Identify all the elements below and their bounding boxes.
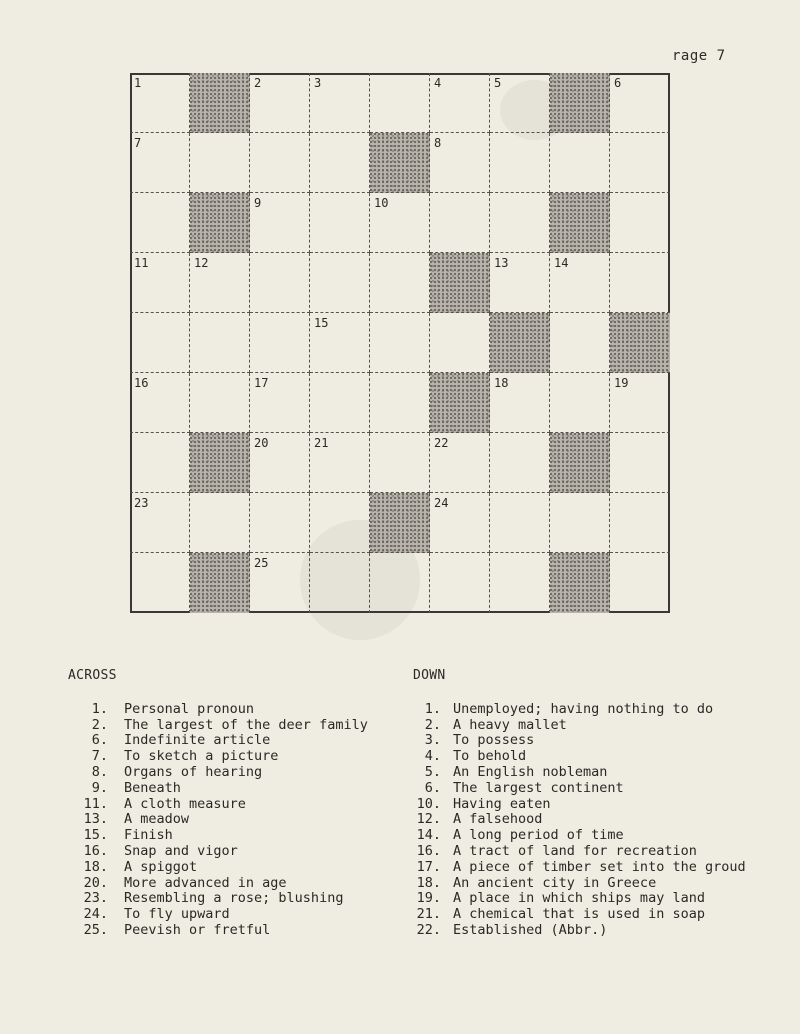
across-clue (68, 812, 398, 828)
across-clue (68, 907, 398, 923)
clue-text: To sketch a picture (124, 748, 279, 765)
clue-number: 16. (83, 842, 108, 859)
clue-number: 15 (314, 316, 329, 330)
grid-cell[interactable] (610, 553, 670, 613)
clue-text: A chemical that is used in soap (453, 906, 705, 923)
grid-cell[interactable] (490, 73, 550, 133)
clue-number: 3 (314, 76, 322, 90)
clue-text: A falsehood (453, 811, 543, 828)
grid-cell-black (190, 193, 250, 253)
clue-text: A meadow (124, 811, 190, 828)
clue-number: 23. (83, 890, 108, 907)
clue-number: 5. (424, 763, 441, 780)
clue-number: 6. (424, 779, 441, 796)
clue-text: Unemployed; having nothing to do (453, 700, 714, 717)
grid-cell[interactable] (310, 133, 370, 193)
across-clue (68, 860, 398, 876)
grid-cell[interactable] (250, 73, 310, 133)
grid-cell[interactable] (130, 493, 190, 553)
grid-cell[interactable] (430, 193, 490, 253)
clue-text: Peevish or fretful (124, 921, 271, 938)
clue-number: 2 (254, 76, 262, 90)
clue-number: 4. (424, 748, 441, 765)
grid-cell-black (550, 193, 610, 253)
grid-cell-black (490, 313, 550, 373)
grid-cell[interactable] (310, 553, 370, 613)
clue-number: 6. (91, 732, 108, 749)
grid-cell[interactable] (250, 373, 310, 433)
grid-cell-black (370, 493, 430, 553)
grid-cell[interactable] (610, 133, 670, 193)
clue-number: 1. (91, 700, 108, 717)
grid-cell-black (190, 73, 250, 133)
grid-cell[interactable] (430, 493, 490, 553)
clue-text: To fly upward (124, 906, 230, 923)
grid-cell[interactable] (370, 433, 430, 493)
grid-cell[interactable] (370, 73, 430, 133)
grid-cell[interactable] (250, 133, 310, 193)
clue-number: 3. (424, 732, 441, 749)
clue-number: 9 (254, 196, 262, 210)
across-clue (68, 797, 398, 813)
clue-text: Organs of hearing (124, 763, 263, 780)
clue-number: 23 (134, 496, 149, 510)
grid-cell[interactable] (190, 493, 250, 553)
grid-cell[interactable] (310, 313, 370, 373)
clue-number: 19 (614, 376, 629, 390)
grid-cell[interactable] (550, 493, 610, 553)
down-clue (413, 797, 798, 813)
down-clue (413, 749, 798, 765)
across-clue (68, 781, 398, 797)
clue-text: The largest continent (453, 779, 624, 796)
grid-cell-black (190, 433, 250, 493)
across-clue (68, 844, 398, 860)
down-clue (413, 781, 798, 797)
grid-cell[interactable] (370, 193, 430, 253)
clue-number: 25 (254, 556, 269, 570)
grid-cell[interactable] (430, 73, 490, 133)
clue-number: 2. (424, 716, 441, 733)
clue-text: The largest of the deer family (124, 716, 368, 733)
clue-number: 18 (494, 376, 509, 390)
across-clue (68, 702, 398, 718)
clue-number: 14 (554, 256, 569, 270)
clue-number: 1 (134, 76, 142, 90)
clue-number: 2. (91, 716, 108, 733)
grid-cell-black (370, 133, 430, 193)
clue-text: To possess (453, 732, 535, 749)
clue-number: 9. (91, 779, 108, 796)
down-clue (413, 812, 798, 828)
clue-number: 13. (83, 811, 108, 828)
grid-cell[interactable] (130, 373, 190, 433)
down-clues (413, 668, 798, 939)
grid-cell[interactable] (310, 433, 370, 493)
grid-cell[interactable] (370, 313, 430, 373)
grid-cell[interactable] (430, 133, 490, 193)
down-clue (413, 923, 798, 939)
down-heading: DOWN (413, 668, 446, 683)
grid-cell-black (430, 373, 490, 433)
grid-cell[interactable] (130, 253, 190, 313)
clue-text: A tract of land for recreation (453, 842, 697, 859)
grid-cell[interactable] (490, 373, 550, 433)
clue-number: 12 (194, 256, 209, 270)
grid-cell[interactable] (130, 313, 190, 373)
grid-cell[interactable] (610, 433, 670, 493)
grid-cell-black (430, 253, 490, 313)
down-clue (413, 733, 798, 749)
grid-cell[interactable] (610, 493, 670, 553)
grid-cell[interactable] (310, 73, 370, 133)
grid-cell[interactable] (430, 553, 490, 613)
clue-text: Resembling a rose; blushing (124, 890, 344, 907)
grid-cell[interactable] (130, 433, 190, 493)
down-clue (413, 844, 798, 860)
grid-cell[interactable] (310, 493, 370, 553)
clue-number: 24. (83, 906, 108, 923)
across-clue-list (68, 702, 398, 939)
grid-cell[interactable] (370, 553, 430, 613)
clue-text: An English nobleman (453, 763, 608, 780)
grid-cell-black (610, 313, 670, 373)
clue-number: 4 (434, 76, 442, 90)
grid-cell[interactable] (250, 313, 310, 373)
across-heading: ACROSS (68, 668, 117, 683)
down-clue (413, 891, 798, 907)
across-clue (68, 718, 398, 734)
clue-number: 11 (134, 256, 149, 270)
clue-number: 20 (254, 436, 269, 450)
clue-number: 18. (416, 874, 441, 891)
clue-number: 11. (83, 795, 108, 812)
grid-cell[interactable] (250, 193, 310, 253)
grid-cell[interactable] (490, 553, 550, 613)
clue-number: 10. (416, 795, 441, 812)
grid-cell[interactable] (430, 313, 490, 373)
grid-cell[interactable] (190, 253, 250, 313)
clue-text: Finish (124, 827, 173, 844)
grid-cell-black (550, 73, 610, 133)
across-clue (68, 765, 398, 781)
clue-number: 20. (83, 874, 108, 891)
grid-cell[interactable] (490, 193, 550, 253)
clue-number: 22. (416, 921, 441, 938)
grid-cell-black (550, 553, 610, 613)
across-clue (68, 749, 398, 765)
grid-cell[interactable] (130, 193, 190, 253)
grid-cell[interactable] (250, 493, 310, 553)
clue-text: Having eaten (453, 795, 551, 812)
grid-cell[interactable] (550, 253, 610, 313)
clue-number: 24 (434, 496, 449, 510)
down-clue (413, 765, 798, 781)
clue-text: Indefinite article (124, 732, 271, 749)
grid-cell[interactable] (190, 133, 250, 193)
clue-text: More advanced in age (124, 874, 287, 891)
clue-text: A place in which ships may land (453, 890, 705, 907)
clue-number: 10 (374, 196, 389, 210)
clue-number: 7. (91, 748, 108, 765)
clue-text: Snap and vigor (124, 842, 238, 859)
grid-cell[interactable] (250, 433, 310, 493)
clue-number: 13 (494, 256, 509, 270)
clue-number: 17. (416, 858, 441, 875)
clue-number: 21 (314, 436, 329, 450)
clue-number: 5 (494, 76, 502, 90)
clue-number: 22 (434, 436, 449, 450)
across-clue (68, 891, 398, 907)
grid-cell[interactable] (550, 133, 610, 193)
clue-text: To behold (453, 748, 527, 765)
clue-text: Personal pronoun (124, 700, 255, 717)
grid-cell[interactable] (190, 373, 250, 433)
clue-number: 6 (614, 76, 622, 90)
clue-number: 21. (416, 906, 441, 923)
grid-cell[interactable] (130, 73, 190, 133)
clue-text: A heavy mallet (453, 716, 567, 733)
clue-number: 12. (416, 811, 441, 828)
clue-number: 17 (254, 376, 269, 390)
grid-cell[interactable] (250, 253, 310, 313)
grid-cell-black (550, 433, 610, 493)
clue-number: 7 (134, 136, 142, 150)
grid-cell[interactable] (130, 133, 190, 193)
grid-cell[interactable] (190, 313, 250, 373)
grid-cell-black (190, 553, 250, 613)
grid-cell[interactable] (250, 553, 310, 613)
down-clue (413, 718, 798, 734)
down-clue (413, 907, 798, 923)
clue-text: Established (Abbr.) (453, 921, 608, 938)
grid-cell[interactable] (550, 313, 610, 373)
clue-text: A long period of time (453, 827, 624, 844)
across-clue (68, 733, 398, 749)
across-clue (68, 876, 398, 892)
down-clue (413, 876, 798, 892)
across-clue (68, 923, 398, 939)
clue-text: A cloth measure (124, 795, 246, 812)
grid-cell[interactable] (490, 433, 550, 493)
page-number: rage 7 (672, 48, 726, 64)
clue-text: An ancient city in Greece (453, 874, 657, 891)
grid-cell[interactable] (490, 493, 550, 553)
clue-number: 16. (416, 842, 441, 859)
clue-text: Beneath (124, 779, 181, 796)
down-clue-list (413, 702, 798, 939)
grid-cell[interactable] (310, 373, 370, 433)
clue-number: 19. (416, 890, 441, 907)
clue-number: 8. (91, 763, 108, 780)
clue-number: 15. (83, 827, 108, 844)
grid-cell[interactable] (130, 553, 190, 613)
grid-cell[interactable] (310, 253, 370, 313)
down-clue (413, 702, 798, 718)
clue-number: 18. (83, 858, 108, 875)
grid-cell[interactable] (610, 73, 670, 133)
down-clue (413, 828, 798, 844)
grid-cell[interactable] (610, 373, 670, 433)
across-clue (68, 828, 398, 844)
down-clue (413, 860, 798, 876)
grid-cell[interactable] (490, 133, 550, 193)
across-clues (68, 668, 398, 939)
clue-number: 16 (134, 376, 149, 390)
crossword-grid (130, 73, 670, 613)
clue-number: 1. (424, 700, 441, 717)
clue-number: 25. (83, 921, 108, 938)
grid-cell[interactable] (490, 253, 550, 313)
clue-number: 14. (416, 827, 441, 844)
grid-cell[interactable] (430, 433, 490, 493)
clue-text: A spiggot (124, 858, 198, 875)
clue-number: 8 (434, 136, 442, 150)
grid-cell[interactable] (370, 253, 430, 313)
clue-text: A piece of timber set into the groud (453, 858, 746, 875)
grid-cell[interactable] (610, 253, 670, 313)
grid-cell[interactable] (370, 373, 430, 433)
grid-cell[interactable] (310, 193, 370, 253)
grid-cell[interactable] (550, 373, 610, 433)
grid-cell[interactable] (610, 193, 670, 253)
